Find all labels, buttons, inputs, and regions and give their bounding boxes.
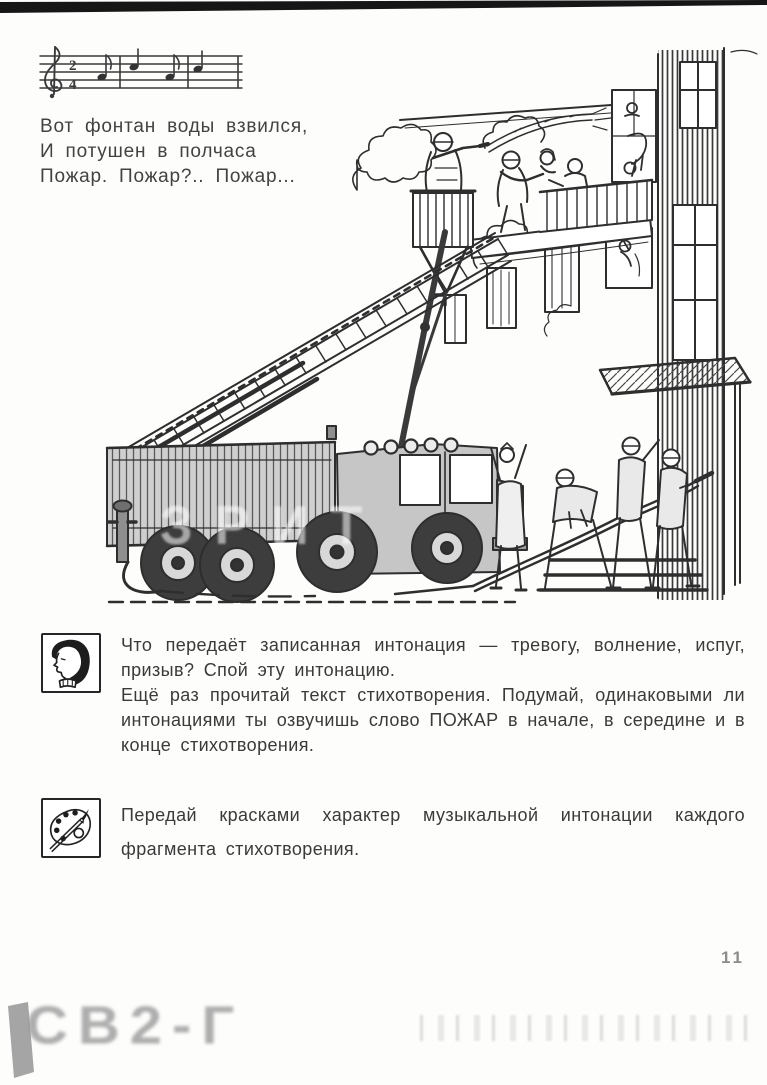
- task1-paragraph: Что передаёт записанная интонация — тревогу, волнение, испуг, призыв? Спой эту интонацию.: [121, 635, 745, 680]
- page-number: 11: [721, 948, 745, 967]
- task2-paragraph: Передай красками характер музыкальной интонации каждого фрагмента стихотворения.: [121, 805, 745, 859]
- paint-palette-icon: [43, 800, 98, 855]
- scan-watermark: ЗРИТ: [160, 495, 385, 557]
- svg-text:4: 4: [69, 77, 77, 93]
- task2-icon-box: [41, 798, 101, 858]
- poem-line: И потушен в полчаса: [40, 141, 257, 162]
- task1-paragraph: Ещё раз прочитай текст стихотворения. Подумай, одинаковыми ли интонациями ты озвучишь слово ПОЖАР в начале, в середине и в конце стихотворения.: [121, 685, 745, 755]
- singing-girl-icon: [43, 635, 98, 690]
- firefighter-on-ladder: [498, 152, 543, 233]
- top-scan-edge-bar: [0, 0, 767, 16]
- basket-firefighter: [426, 133, 488, 192]
- poem-line: Вот фонтан воды взвился,: [40, 116, 309, 137]
- ghost-text: СВ2-Г: [26, 995, 245, 1056]
- poem-line: Пожар. Пожар?.. Пожар...: [40, 166, 296, 187]
- task2-text: [121, 798, 745, 866]
- rescued-woman: [541, 149, 556, 172]
- task1-text: [121, 633, 745, 758]
- firefighter-raised-arm: [606, 438, 659, 591]
- task1-icon-box: [41, 633, 101, 693]
- water-jet: [487, 108, 611, 152]
- ghost-smudges: [420, 1015, 755, 1041]
- time-signature: [69, 58, 77, 93]
- svg-text:2: 2: [69, 58, 77, 74]
